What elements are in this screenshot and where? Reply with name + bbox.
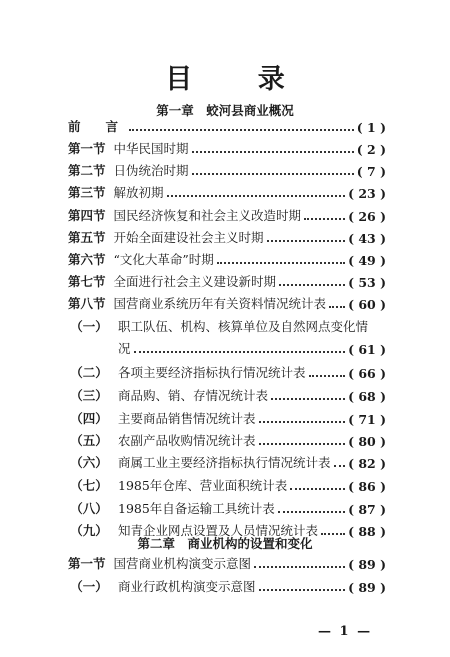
dot-leader [259,589,346,591]
toc-entry[interactable] [68,449,386,471]
dot-leader [334,465,346,467]
dot-leader [259,443,346,445]
toc-entry-continuation[interactable] [118,335,386,357]
toc-entry[interactable] [68,427,386,449]
entry-label: （二） [70,365,108,380]
page-number: — 1 — [318,624,373,639]
dot-leader [259,421,346,423]
dot-leader [329,306,345,308]
entry-page: ( 26 ) [348,209,386,224]
dot-leader [254,566,345,568]
entry-page: ( 89 ) [348,557,386,572]
entry-label: （一） [70,319,108,334]
toc-entry[interactable] [68,495,386,517]
entry-label: （五） [70,433,108,448]
toc-entry[interactable] [68,472,386,494]
entry-title: 国营商业系统历年有关资料情况统计表 [113,296,327,311]
entry-title: 各项主要经济指标执行情况统计表 [118,365,306,380]
page-title: 目 录 [165,64,313,95]
entry-title: 日伪统治时期 [113,163,189,178]
entry-title: 况 [118,341,131,356]
toc-entry[interactable] [68,382,386,404]
entry-title: 商业行政机构演变示意图 [118,579,256,594]
toc-entry[interactable] [68,224,386,246]
dot-leader [192,173,354,175]
entry-page: ( 66 ) [348,366,386,381]
entry-label: 第五节 [68,230,106,245]
dot-leader [129,129,354,131]
entry-label: 第二节 [68,163,106,178]
toc-entry[interactable] [68,179,386,201]
entry-page: ( 87 ) [348,502,386,517]
dot-leader [309,375,346,377]
chapter-heading: 第二章 商业机构的设置和变化 [137,536,313,551]
entry-label: 第八节 [68,296,106,311]
toc-entry[interactable] [68,157,386,179]
entry-title: “文化大革命”时期 [113,252,214,267]
entry-page: ( 2 ) [356,142,386,157]
entry-page: ( 23 ) [348,186,386,201]
entry-title: 国营商业机构演变示意图 [113,556,252,571]
entry-page: ( 82 ) [348,456,386,471]
dot-leader [290,488,345,490]
entry-title: 1985年自备运输工具统计表 [118,501,275,516]
entry-title: 商属工业主要经济指标执行情况统计表 [118,455,331,470]
chapter-heading: 第一章 蛟河县商业概况 [156,103,294,118]
entry-label: 第一节 [68,556,106,571]
toc-entry[interactable] [68,268,386,290]
entry-page: ( 49 ) [348,253,386,268]
dot-leader [278,511,345,513]
entry-label: （一） [70,579,108,594]
toc-entry[interactable] [68,135,386,157]
entry-title: 解放初期 [113,185,164,200]
entry-title: 主要商品销售情况统计表 [118,411,256,426]
entry-label: （七） [70,478,108,493]
toc-entry[interactable] [68,113,386,135]
entry-title: 中华民国时期 [113,141,189,156]
entry-label: （三） [70,388,108,403]
entry-label: （九） [70,523,108,538]
entry-page: ( 1 ) [356,120,386,135]
entry-page: ( 80 ) [348,434,386,449]
entry-label: 第六节 [68,252,106,267]
entry-label: 第三节 [68,185,106,200]
entry-title: 农副产品收购情况统计表 [118,433,256,448]
entry-page: ( 86 ) [348,479,386,494]
toc-entry[interactable] [68,550,386,572]
toc-entry[interactable] [68,202,386,224]
entry-page: ( 68 ) [348,389,386,404]
entry-label: 第一节 [68,141,106,156]
entry-label: （八） [70,501,108,516]
toc-entry[interactable] [68,313,386,335]
dot-leader [271,398,345,400]
entry-page: ( 7 ) [356,164,386,179]
entry-title: 国民经济恢复和社会主义改造时期 [113,208,302,223]
entry-label: （六） [70,455,108,470]
entry-title: 1985年仓库、营业面积统计表 [118,478,288,493]
toc-entry[interactable] [68,405,386,427]
dot-leader [217,262,345,264]
toc-entry[interactable] [68,359,386,381]
entry-label: 前 言 [68,119,119,134]
dot-leader [267,240,346,242]
entry-label: 第四节 [68,208,106,223]
entry-page: ( 89 ) [348,580,386,595]
dot-leader [304,218,345,220]
dot-leader [167,195,346,197]
entry-title: 知青企业网点设置及人员情况统计表 [118,523,319,538]
toc-entry[interactable] [68,290,386,312]
entry-title: 商品购、销、存情况统计表 [118,388,269,403]
dot-leader [192,151,354,153]
entry-label: 第七节 [68,274,106,289]
entry-title: 全面进行社会主义建设新时期 [113,274,277,289]
entry-page: ( 61 ) [348,342,386,357]
entry-page: ( 43 ) [348,231,386,246]
entry-page: ( 53 ) [348,275,386,290]
entry-page: ( 71 ) [348,412,386,427]
toc-entry[interactable] [68,246,386,268]
dot-leader [279,284,345,286]
dot-leader [134,351,346,353]
entry-title: 开始全面建设社会主义时期 [113,230,264,245]
entry-title: 职工队伍、机构、核算单位及自然网点变化情 [118,319,369,334]
entry-page: ( 60 ) [348,297,386,312]
toc-entry[interactable] [68,573,386,595]
entry-page: ( 88 ) [348,524,386,539]
entry-label: （四） [70,411,108,426]
